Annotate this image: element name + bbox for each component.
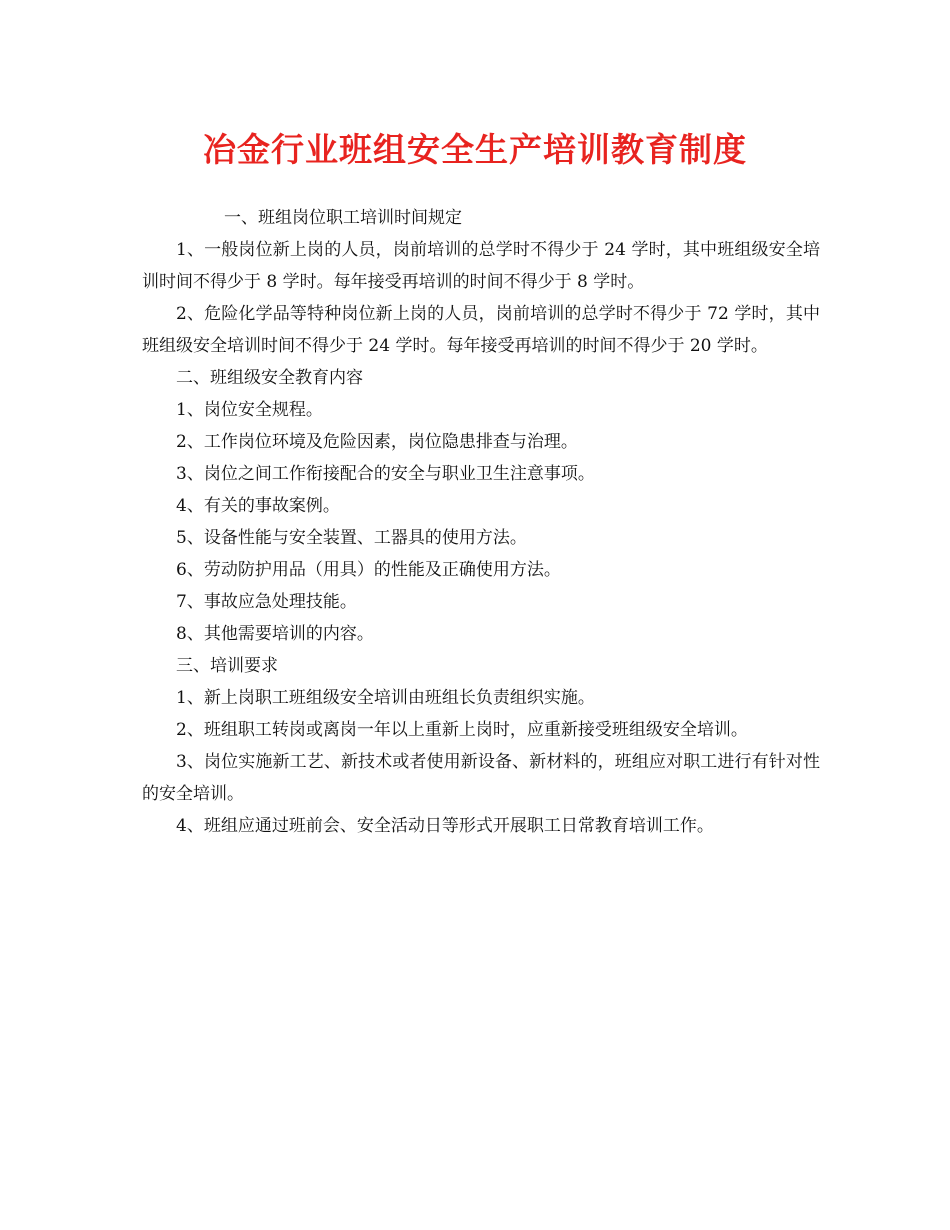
section-heading-2: 二、班组级安全教育内容: [176, 368, 363, 388]
section-heading-3: 三、培训要求: [176, 656, 278, 676]
section3-item-2: 2、班组职工转岗或离岗一年以上重新上岗时，应重新接受班组级安全培训。: [176, 720, 748, 740]
section2-item-8: 8、其他需要培训的内容。: [176, 624, 374, 644]
section3-item-1: 1、新上岗职工班组级安全培训由班组长负责组织实施。: [176, 688, 595, 708]
section-heading-1: 一、班组岗位职工培训时间规定: [224, 208, 462, 228]
section1-item-2: 2、危险化学品等特种岗位新上岗的人员，岗前培训的总学时不得少于 72 学时，其中班组级安全培训时间不得少于 24 学时。每年接受再培训的时间不得少于 20 学时。: [142, 304, 820, 356]
section2-item-3: 3、岗位之间工作衔接配合的安全与职业卫生注意事项。: [176, 464, 595, 484]
document-title: 冶金行业班组安全生产培训教育制度: [203, 130, 747, 169]
section3-item-4: 4、班组应通过班前会、安全活动日等形式开展职工日常教育培训工作。: [176, 816, 714, 836]
document-body: [142, 202, 820, 842]
section3-item-3: 3、岗位实施新工艺、新技术或者使用新设备、新材料的，班组应对职工进行有针对性的安全培训。: [142, 752, 820, 804]
section2-item-6: 6、劳动防护用品（用具）的性能及正确使用方法。: [176, 560, 561, 580]
section2-item-2: 2、工作岗位环境及危险因素，岗位隐患排查与治理。: [176, 432, 578, 452]
section2-item-1: 1、岗位安全规程。: [176, 400, 323, 420]
section2-item-7: 7、事故应急处理技能。: [176, 592, 357, 612]
section2-item-5: 5、设备性能与安全装置、工器具的使用方法。: [176, 528, 527, 548]
section1-item-1: 1、一般岗位新上岗的人员，岗前培训的总学时不得少于 24 学时，其中班组级安全培训时间不得少于 8 学时。每年接受再培训的时间不得少于 8 学时。: [142, 240, 820, 292]
section2-item-4: 4、有关的事故案例。: [176, 496, 340, 516]
